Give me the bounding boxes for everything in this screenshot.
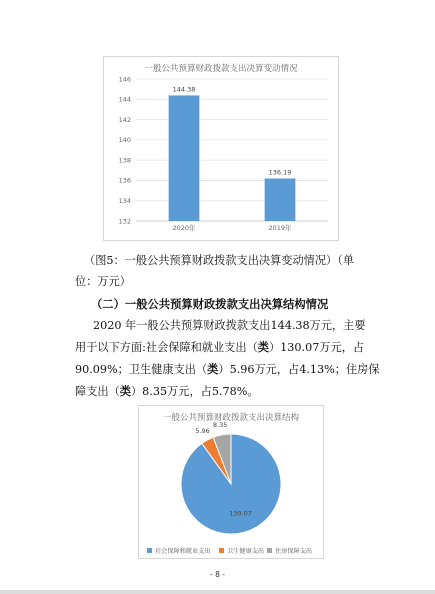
body-line-3-part-c: ）5.96万元，占4.13%；住房保 bbox=[218, 363, 380, 376]
figure-caption-line-2: 位：万元） bbox=[75, 275, 131, 288]
x-tick-label: 2020年 bbox=[172, 224, 196, 232]
body-line-1: 2020 年一般公共预算财政拨款支出144.38万元，主要 bbox=[93, 319, 366, 332]
legend-label-health: 卫生健康支出 bbox=[227, 548, 265, 555]
y-tick-label: 146 bbox=[118, 75, 131, 84]
pie-chart-title: 一般公共预算财政拨款支出决算结构 bbox=[162, 413, 299, 423]
bar-data-label: 144.38 bbox=[172, 85, 196, 94]
legend-label-housing: 住房保障支出 bbox=[275, 548, 313, 555]
bar-chart bbox=[104, 57, 338, 240]
body-line-4-part-c: ）8.35万元，占5.78%。 bbox=[130, 385, 259, 398]
y-tick-label: 140 bbox=[118, 136, 131, 145]
bar-chart-title: 一般公共预算财政拨款支出决算变动情况 bbox=[144, 64, 298, 74]
body-line-4 bbox=[75, 386, 259, 397]
legend-label-social-security: 社会保障和就业支出 bbox=[155, 548, 211, 555]
y-tick-label: 144 bbox=[118, 95, 131, 104]
legend-swatch-social-security bbox=[147, 548, 152, 553]
y-tick-label: 134 bbox=[118, 197, 131, 206]
body-line-3 bbox=[75, 364, 380, 375]
body-line-2 bbox=[75, 342, 364, 353]
pie-data-label: 8.35 bbox=[212, 420, 228, 429]
body-line-2-part-a: 用于以下方面:社会保障和就业支出（ bbox=[75, 341, 258, 354]
page-bottom-edge bbox=[0, 590, 435, 594]
y-tick-label: 142 bbox=[118, 115, 131, 124]
body-line-2-part-c: ）130.07万元，占 bbox=[268, 341, 365, 354]
legend-item-social-security bbox=[147, 546, 211, 555]
bar bbox=[169, 95, 200, 221]
legend-swatch-health bbox=[219, 548, 224, 553]
section-heading: （二）一般公共预算财政拨款支出决算结构情况 bbox=[91, 298, 329, 311]
body-line-2-bold: 类 bbox=[257, 340, 269, 354]
bar-data-label: 136.19 bbox=[268, 168, 292, 177]
body-line-3-part-a: 90.09%；卫生健康支出（ bbox=[75, 363, 208, 376]
figure-caption-line-1: （图5：一般公共预算财政拨款支出决算变动情况）（单 bbox=[84, 254, 355, 267]
y-tick-label: 132 bbox=[118, 217, 131, 226]
pie-data-label: 130.07 bbox=[229, 509, 252, 518]
x-tick-label: 2019年 bbox=[268, 224, 292, 232]
page-number: - 8 - bbox=[210, 570, 225, 579]
pie-chart bbox=[139, 406, 323, 558]
legend-item-health bbox=[219, 546, 264, 555]
pie-data-label: 5.96 bbox=[195, 427, 210, 436]
legend-swatch-housing bbox=[267, 548, 272, 553]
bar bbox=[265, 179, 296, 221]
legend-item-housing bbox=[267, 546, 312, 555]
body-line-3-bold: 类 bbox=[207, 362, 219, 376]
y-tick-label: 136 bbox=[118, 176, 131, 185]
body-line-4-bold: 类 bbox=[119, 384, 131, 398]
body-line-4-part-a: 障支出（ bbox=[75, 385, 120, 398]
y-tick-label: 138 bbox=[118, 156, 131, 165]
bar-chart-frame bbox=[103, 56, 339, 241]
pie-chart-frame bbox=[138, 405, 324, 559]
